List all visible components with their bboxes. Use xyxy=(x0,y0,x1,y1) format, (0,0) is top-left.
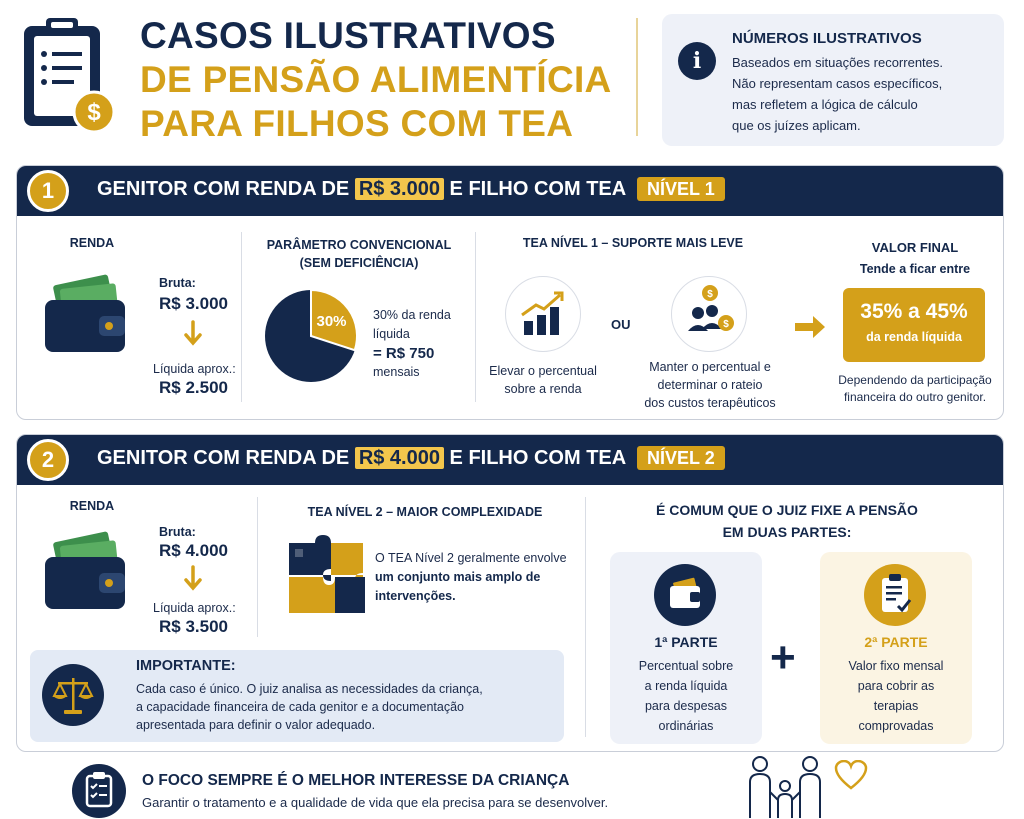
case-1-liquida-label: Líquida aprox.: xyxy=(153,362,236,376)
footer-text: Garantir o tratamento e a qualidade de vida que ela precisa para se desenvolver. xyxy=(142,795,609,810)
part-1-line: ordinárias xyxy=(658,719,714,733)
info-text xyxy=(732,52,997,136)
final-range: 35% a 45% xyxy=(860,300,968,323)
param-text-line: mensais xyxy=(373,365,420,379)
case-2-amount: R$ 4.000 xyxy=(355,447,444,469)
case-1-param-label xyxy=(249,236,469,272)
info-icon: i xyxy=(678,42,716,80)
svg-text:$: $ xyxy=(723,319,729,330)
case-1-option-2 xyxy=(635,358,785,412)
case-2-renda-label: RENDA xyxy=(69,499,115,513)
part-1-line: a renda líquida xyxy=(644,679,728,693)
case-2-number: 2 xyxy=(27,439,69,481)
case-1-level-tag: NÍVEL 1 xyxy=(637,177,725,201)
people-dollar-icon xyxy=(671,276,747,352)
case-2-tea-text xyxy=(375,549,567,606)
title-line-2: DE PENSÃO ALIMENTÍCIA xyxy=(140,59,612,100)
column-divider xyxy=(257,497,258,637)
case-1-renda-label: RENDA xyxy=(69,236,115,250)
clipboard-check-icon xyxy=(864,564,926,626)
chart-growth-icon xyxy=(505,276,581,352)
final-note-line: financeira do outro genitor. xyxy=(843,390,987,404)
page-title xyxy=(140,14,612,146)
case-2-level-tag: NÍVEL 2 xyxy=(637,446,725,470)
option-line: Elevar o percentual xyxy=(489,364,597,378)
option-line: dos custos terapêuticos xyxy=(644,396,776,410)
case-1-bruta-label: Bruta: xyxy=(159,276,196,290)
case-2-tea-label: TEA NÍVEL 2 – MAIOR COMPLEXIDADE xyxy=(307,505,543,519)
case-2-title-mid: E FILHO COM TEA xyxy=(449,447,626,469)
info-line: que os juízes aplicam. xyxy=(732,118,861,133)
part-2-line: Valor fixo mensal xyxy=(848,659,944,673)
case-1-amount: R$ 3.000 xyxy=(355,178,444,200)
important-line: a capacidade financeira de cada genitor e a documentação xyxy=(136,700,465,714)
wallet-icon xyxy=(654,564,716,626)
param-value: = R$ 750 xyxy=(373,345,435,362)
column-divider xyxy=(475,232,476,402)
arrow-right-icon xyxy=(793,314,827,345)
part-1-line: para despesas xyxy=(644,699,727,713)
case-1-param-text xyxy=(373,306,451,382)
param-label-line: (SEM DEFICIÊNCIA) xyxy=(299,256,419,270)
part-2-line: terapias xyxy=(873,699,919,713)
final-range-box xyxy=(843,288,985,362)
clipboard-check-icon xyxy=(72,764,126,818)
param-text-line: 30% da renda xyxy=(373,308,451,322)
svg-text:$: $ xyxy=(707,289,713,300)
column-divider xyxy=(241,232,242,402)
final-note-line: Dependendo da participação xyxy=(838,373,992,387)
case-2-liquida-label: Líquida aprox.: xyxy=(153,601,236,615)
puzzle-icon xyxy=(285,535,369,615)
arrow-down-icon xyxy=(183,320,203,353)
tea-text-line: um conjunto mais amplo de xyxy=(375,570,541,584)
tea-text-line: O TEA Nível 2 geralmente envolve xyxy=(375,551,567,565)
case-2-bruta-value: R$ 4.000 xyxy=(159,541,228,560)
case-2-title xyxy=(97,447,725,470)
option-line: sobre a renda xyxy=(504,382,582,396)
arrow-down-icon xyxy=(183,565,203,598)
case-1-bruta-value: R$ 3.000 xyxy=(159,294,228,313)
part-2-line: comprovadas xyxy=(858,719,934,733)
param-label-line: PARÂMETRO CONVENCIONAL xyxy=(266,238,452,252)
part-1-card xyxy=(610,552,762,744)
tea-text-line: intervenções. xyxy=(375,589,456,603)
part-1-text xyxy=(610,656,762,736)
svg-text:$: $ xyxy=(87,99,101,126)
case-1-number: 1 xyxy=(27,170,69,212)
info-card xyxy=(662,14,1004,146)
case-2-title-pre: GENITOR COM RENDA DE xyxy=(97,447,350,469)
case-2-liquida-value: R$ 3.500 xyxy=(159,617,228,636)
part-2-text xyxy=(820,656,972,736)
info-line: Baseados em situações recorrentes. xyxy=(732,55,943,70)
part-2-card xyxy=(820,552,972,744)
part-2-line: para cobrir as xyxy=(857,679,935,693)
scale-icon xyxy=(42,664,104,726)
important-heading: IMPORTANTE: xyxy=(136,658,236,674)
header-divider xyxy=(636,18,638,136)
case-1-option-1 xyxy=(483,362,603,398)
important-text xyxy=(136,680,483,734)
case-1-title-mid: E FILHO COM TEA xyxy=(449,178,626,200)
case-1-liquida-value: R$ 2.500 xyxy=(159,378,228,397)
clipboard-dollar-icon xyxy=(20,14,120,134)
title-line-3: PARA FILHOS COM TEA xyxy=(140,103,574,144)
heart-icon xyxy=(834,760,868,790)
final-value-sub: Tende a ficar entre xyxy=(859,262,971,276)
plus-icon: + xyxy=(770,633,796,682)
column-divider xyxy=(585,497,586,737)
pie-label: 30% xyxy=(316,313,347,331)
final-value-label: VALOR FINAL xyxy=(871,240,959,255)
final-note xyxy=(825,372,1004,406)
judge-label-line: É COMUM QUE O JUIZ FIXE A PENSÃO xyxy=(656,502,918,518)
case-1-title xyxy=(97,178,725,201)
family-icon xyxy=(740,752,830,818)
info-line: mas refletem a lógica de cálculo xyxy=(732,97,918,112)
title-line-1: CASOS ILUSTRATIVOS xyxy=(140,15,556,56)
case-2-bruta-label: Bruta: xyxy=(159,525,196,539)
case-1-header xyxy=(17,166,1003,216)
judge-label-line: EM DUAS PARTES: xyxy=(722,524,852,540)
part-1-line: Percentual sobre xyxy=(638,659,734,673)
case-1-card xyxy=(16,165,1004,420)
wallet-icon xyxy=(41,531,141,611)
case-1-tea-label: TEA NÍVEL 1 – SUPORTE MAIS LEVE xyxy=(522,236,744,250)
option-line: Manter o percentual e xyxy=(649,360,771,374)
wallet-icon xyxy=(41,274,141,354)
important-box xyxy=(30,650,564,742)
case-1-title-pre: GENITOR COM RENDA DE xyxy=(97,178,350,200)
case-2-judge-label xyxy=(617,499,957,543)
final-range-sub: da renda líquida xyxy=(866,330,962,344)
info-heading: NÚMEROS ILUSTRATIVOS xyxy=(732,30,922,47)
or-label: OU xyxy=(611,317,631,332)
pie-chart xyxy=(263,288,359,384)
footer-heading: O FOCO SEMPRE É O MELHOR INTERESSE DA CRIANÇA xyxy=(142,772,570,789)
important-line: Cada caso é único. O juiz analisa as necessidades da criança, xyxy=(136,682,483,696)
part-2-title: 2ª PARTE xyxy=(864,634,928,650)
param-text-line: líquida xyxy=(373,327,410,341)
important-line: apresentada para definir o valor adequado. xyxy=(136,718,376,732)
part-1-title: 1ª PARTE xyxy=(654,634,718,650)
info-line: Não representam casos específicos, xyxy=(732,76,943,91)
case-2-header xyxy=(17,435,1003,485)
option-line: determinar o rateio xyxy=(657,378,763,392)
